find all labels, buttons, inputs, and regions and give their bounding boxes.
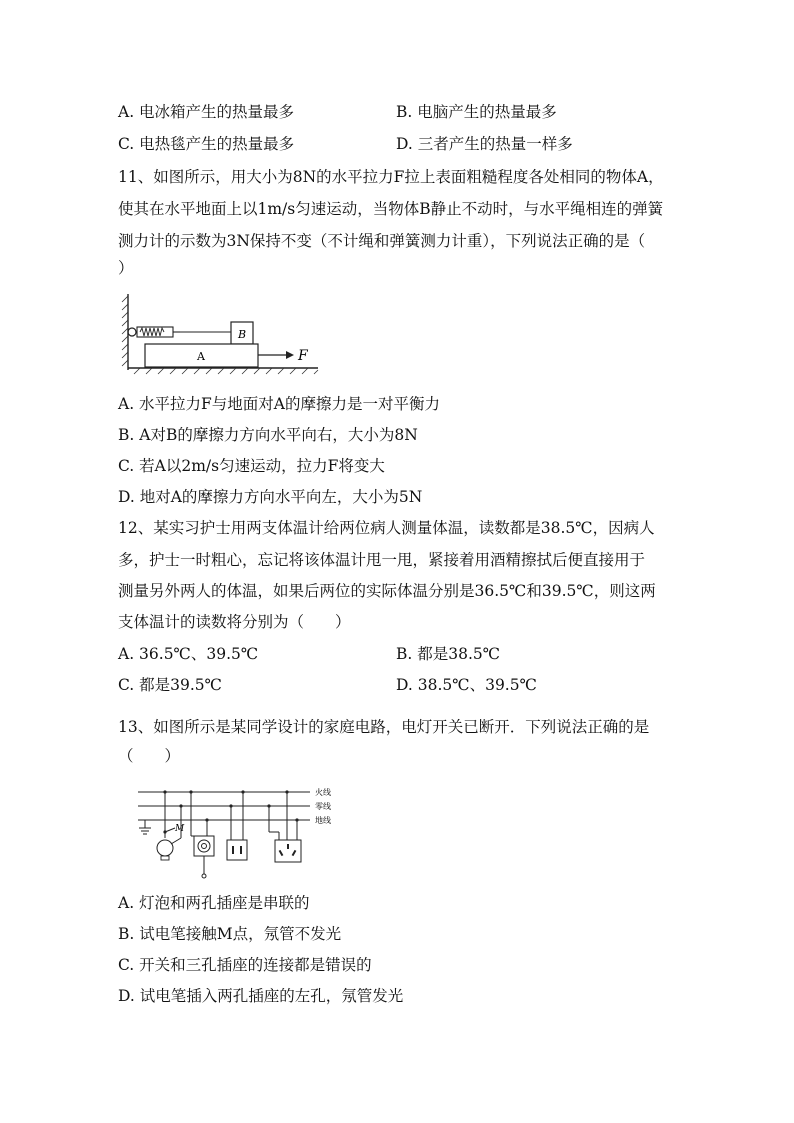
block-a-label: A xyxy=(197,350,205,363)
q12-stem-line-4: 支体温计的读数将分别为（ ） xyxy=(118,613,351,631)
q12-stem-line-2: 多，护士一时粗心，忘记将该体温计甩一甩，紧接着用酒精擦拭后便直接用于 xyxy=(118,551,646,569)
hook-icon xyxy=(128,328,136,336)
q13-option-c: C. 开关和三孔插座的连接都是错误的 xyxy=(118,956,372,974)
ground-wire-label: 地线 xyxy=(315,816,331,825)
q11-option-d: D. 地对A的摩擦力方向水平向左，大小为5N xyxy=(118,488,423,506)
live-wire-label: 火线 xyxy=(315,788,331,797)
q11-stem-line-2: 使其在水平地面上以1m/s匀速运动，当物体B静止不动时，与水平绳相连的弹簧 xyxy=(118,200,664,218)
point-m-label: M xyxy=(175,824,185,834)
q11-stem-line-3: 测力计的示数为3N保持不变（不计绳和弹簧测力计重），下列说法正确的是（ xyxy=(118,232,646,250)
q13-stem-line-1: 13、如图所示是某同学设计的家庭电路，电灯开关已断开．下列说法正确的是 xyxy=(118,718,650,736)
q11-option-b: B. A对B的摩擦力方向水平向右，大小为8N xyxy=(118,426,418,444)
force-label: F xyxy=(298,348,308,364)
q11-option-c: C. 若A以2m/s匀速运动，拉力F将变大 xyxy=(118,457,385,475)
two-hole-socket-icon xyxy=(227,840,247,860)
q13-option-b: B. 试电笔接触M点，氖管不发光 xyxy=(118,925,342,943)
q12-option-d: D. 38.5℃、39.5℃ xyxy=(396,676,537,694)
q13-option-d: D. 试电笔插入两孔插座的左孔，氖管发光 xyxy=(118,987,404,1005)
q10-option-d: D. 三者产生的热量一样多 xyxy=(396,135,573,153)
q12-stem-line-1: 12、某实习护士用两支体温计给两位病人测量体温，读数都是38.5℃，因病人 xyxy=(118,519,655,537)
arrow-right-icon xyxy=(286,351,294,359)
q13-stem-line-2: （ ） xyxy=(118,747,181,765)
block-b-label: B xyxy=(237,328,247,341)
round-socket-icon xyxy=(194,836,214,856)
q13-circuit-figure xyxy=(135,784,365,886)
switch-icon xyxy=(165,828,175,832)
q10-option-c: C. 电热毯产生的热量最多 xyxy=(118,135,295,153)
q13-option-a: A. 灯泡和两孔插座是串联的 xyxy=(118,894,310,912)
bulb-icon xyxy=(157,840,173,856)
q12-option-a: A. 36.5℃、39.5℃ xyxy=(118,645,259,663)
q11-figure xyxy=(118,292,328,376)
q12-option-b: B. 都是38.5℃ xyxy=(396,645,501,663)
neutral-wire-label: 零线 xyxy=(315,802,331,811)
q12-stem-line-3: 测量另外两人的体温，如果后两位的实际体温分别是36.5℃和39.5℃，则这两 xyxy=(118,582,656,600)
q10-option-b: B. 电脑产生的热量最多 xyxy=(396,103,557,121)
q11-option-a: A. 水平拉力F与地面对A的摩擦力是一对平衡力 xyxy=(118,395,440,413)
q11-stem-line-1: 11、如图所示，用大小为8N的水平拉力F拉上表面粗糙程度各处相同的物体A， xyxy=(118,168,664,186)
q11-stem-line-4: ） xyxy=(118,259,134,277)
q12-option-c: C. 都是39.5℃ xyxy=(118,676,223,694)
q10-option-a: A. 电冰箱产生的热量最多 xyxy=(118,103,295,121)
